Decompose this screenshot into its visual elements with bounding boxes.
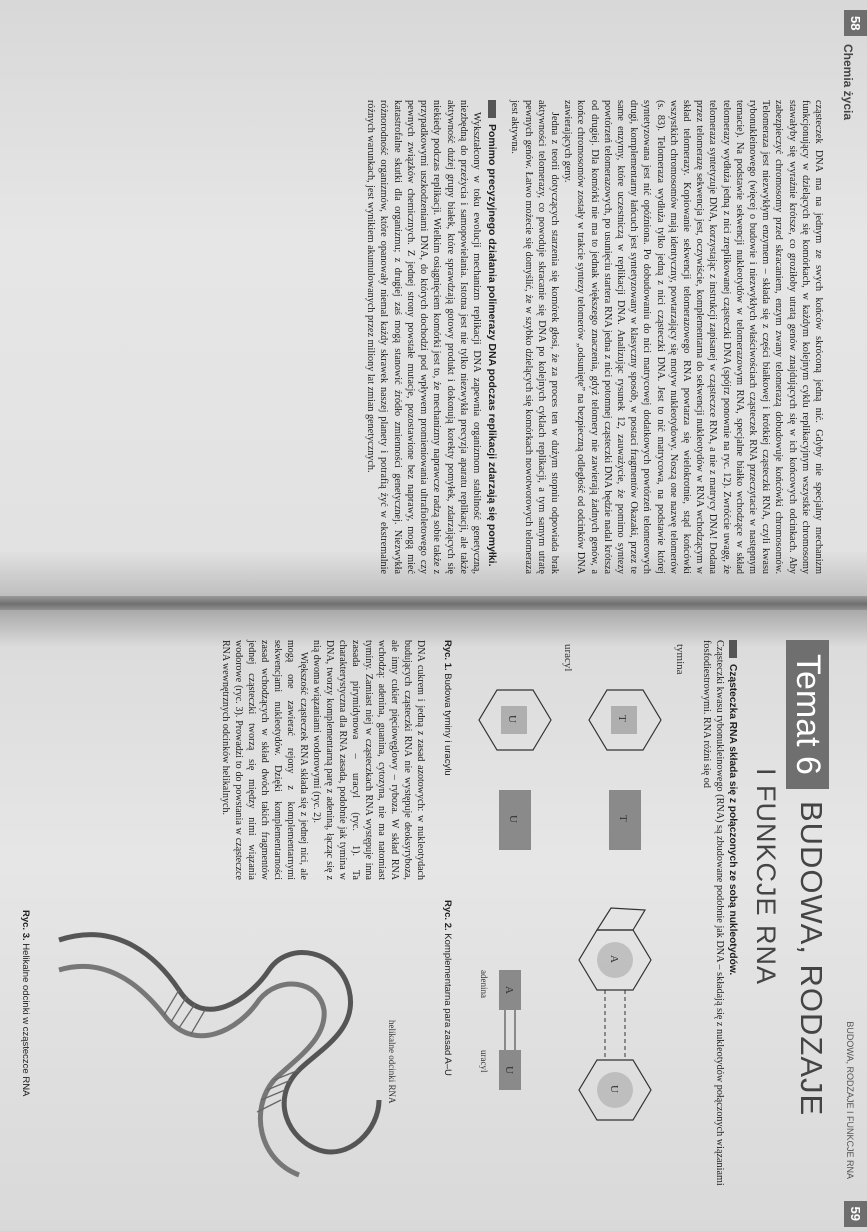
- helix-rungs: [164, 990, 299, 1112]
- figure1-caption: [442, 640, 453, 776]
- left-paragraph-2: Jedna z teorii dotyczących starzenia się komórek głosi, że za proces ten w dużym stopniu odpowiada brak aktywności telomerazy, co powoduje skracanie się DNA po kolejnych cyklach replikacji, a tym samym utratę pewnych genów. Łatwo możecie się domyślić, że w szybko dzielących się komórkach nowotworowych telomeraza jest aktywna.: [509, 100, 560, 574]
- thymine-ring: [589, 690, 661, 750]
- uracil-block: [499, 790, 531, 850]
- base-T-ring: T: [616, 715, 628, 722]
- right-paragraph-2: Większość cząsteczek RNA składa się z jednej nici, ale mogą one zawierać rejony z komplementarnymi sekwencjami nukleotydów. Dzięki komplementarności zasad wchodzących w skład dwóch takich fragmentów jednej cząsteczki tworzą się między nimi wiązania wodorowe (ryc. 3). Prowadzi to do powstania w cząsteczce RNA wewnętrznych odcinków helikalnych.: [220, 640, 309, 880]
- label-uracyl: uracyl: [562, 644, 574, 672]
- figure-au-pair: [461, 900, 691, 1190]
- lead-block: [699, 640, 739, 1200]
- base-U-block-pair: U: [503, 1066, 515, 1074]
- left-running-head: Chemia życia: [841, 44, 855, 121]
- heading-bar: [488, 100, 496, 118]
- figure1-caption-num: Ryc. 1.: [442, 640, 453, 671]
- left-page-number: 58: [844, 10, 867, 36]
- figure-thymine-uracil: [461, 640, 691, 880]
- thymine-block: [609, 790, 641, 850]
- heading-bar: [729, 640, 737, 658]
- figure2-caption: [442, 900, 453, 1076]
- figure2-caption-text: Komplementarna para zasad A–U: [442, 933, 453, 1076]
- figure1-caption-text: Budowa tyminy i uracylu: [442, 673, 453, 776]
- base-T-block: T: [617, 815, 629, 822]
- label-uracyl-pair: uracyl: [479, 1050, 489, 1073]
- right-page: [0, 610, 867, 1231]
- base-U-block: U: [507, 815, 519, 823]
- label-tymina: tymina: [674, 644, 686, 675]
- right-page-number: 59: [844, 1201, 867, 1227]
- label-helix: helikalne odcinki RNA: [387, 1020, 397, 1104]
- lead-text: Cząsteczki kwasu rybonukleinowego (RNA) są zbudowane podobnie jak DNA – składają się z nukleotydów połączonych wiązaniami fosfodiestrowymi. RNA różni się od: [700, 640, 725, 1186]
- chapter-number: Temat 6: [786, 640, 829, 789]
- left-body-text: [364, 100, 825, 574]
- figure3-caption-text: Helikalne odcinki w cząsteczce RNA: [20, 943, 31, 1097]
- uracil-ring-pair: [579, 1060, 651, 1120]
- figure3-caption: [20, 910, 31, 1096]
- section-heading: [485, 100, 498, 574]
- rna-strand: [59, 935, 379, 1175]
- left-paragraph-1: cząsteczek DNA ma na jednym ze swych końców skróconą jedną nić. Gdyby nie specjalny mechanizm funkcjonujący w dzielących się komórkach, w każdym kolejnym cyklu replikacyjnym wszystkie chromosomy stawałyby się wyraźnie krótsze, co groziłoby utratą genów znajdujących się w ich końcowych odcinkach. Aby zabezpieczyć chromosomy przed skracaniem, enzym zwany telomerazą dobudowuje końcówki chromosomów. Telomeraza jest niezwykłym enzymem – składa się z części białkowej i krótkiej cząsteczki RNA, czyli kwasu rybonukleinowego (więcej o budowie i niezwykłych właściwościach cząsteczek RNA przeczytacie w następnym temacie). Na podstawie sekwencji nukleotydów w telomerazowym RNA, specjalne białko wchodzące w skład telomerazy wydłuża jedną z nici zreplikowanej cząsteczki DNA (spójrz ponownie na ryc. 12). Zwróćcie uwagę, że telomeraza syntetyzuje DNA, korzystając z instrukcji zapisanej w cząsteczce RNA, a nie z matrycy DNA! Dodana przez telomerazę sekwencja jest, oczywiście, komplementarna do sekwencji nukleotydów w RNA wchodzącym w skład telomerazy. Kopiowanie sekwencji telomerazowego RNA powtarza się wielokrotnie, stąd końcówki wszystkich chromosomów mają identyczny, powtarzający się motyw nukleotydowy. Noszą one nazwę telomerów (s. 83). Telomeraza wydłuża tylko jedną z nici cząsteczki DNA. Jest to nić matrycowa, na podstawie której syntetyzowana jest nić opóźniona. Po dobudowaniu do nici matrycowej dodatkowych powtórzeń telomerowych drugi, komplementarny łańcuch jest syntetyzowany w klasyczny sposób, w postaci fragmentów Okazaki, przez te same enzymy, które uczestniczą w replikacji DNA. Analizując rysunek 12, zauważycie, że pomimo syntezy powtórzeń telomerazowych, po usunięciu startera RNA jedna z nici potomnej cząsteczki DNA będzie nadal krótsza od drugiej. Dla komórki nie ma to jednak większego znaczenia, gdyż telomery nie zawierają żadnych genów, a końce chromosomów zostały w trakcie syntezy telomerów „odsunięte” na bezpieczną odległość od odcinków DNA zawierających geny.: [562, 100, 824, 574]
- figure3-caption-num: Ryc. 3.: [20, 910, 31, 941]
- left-paragraph-3: Wykształcony w toku ewolucji mechanizm replikacji DNA zapewnia organizmom stabilność genetyczną, niezbędną do przeżycia i samopowielania. Istotna jest nie tylko niezwykła precyzja aparatu replikacji, ale także aktywność dużej grupy białek, które sprawdzają gotowy produkt i dokonują korekty pomyłek, zdarzających się niekiedy podczas replikacji. Wielkim osiągnięciem komórki jest to, że mechanizmy naprawcze radzą sobie także z przypadkowymi uszkodzeniami DNA, do których dochodzi pod wpływem promieniowania ultrafioletowego czy pewnych związków chemicznych. Z jednej strony powstałe mutacje, pozostawione bez naprawy, mogą mieć katastrofalne skutki dla organizmu; z drugiej zaś mogą stanowić źródło zmienności genetycznej. Niezwykła różnorodność organizmów, które opanowały niemal każdy skrawek naszej planety i potrafią żyć w ekstremalnie różnych warunkach, jest wynikiem akumulowanych przez miliony lat zmian genetycznych.: [365, 100, 482, 574]
- base-U-ring-pair: U: [608, 1085, 620, 1093]
- figure-rna-helix: [39, 900, 419, 1200]
- lead-heading: [726, 640, 739, 1200]
- right-running-head: BUDOWA, RODZAJE I FUNKCJE RNA: [845, 1021, 855, 1179]
- base-A-ring: A: [608, 955, 620, 963]
- chapter-title-line1: BUDOWA, RODZAJE: [794, 800, 829, 1117]
- right-body-text: [219, 640, 427, 880]
- base-U-ring: U: [506, 715, 518, 723]
- base-A-block: A: [503, 986, 515, 994]
- adenine-ring: [579, 908, 651, 990]
- chapter-title-line2: I FUNKCJE RNA: [751, 768, 781, 986]
- section-heading-text: Pomimo precyzyjnego działania polimerazy DNA podczas replikacji zdarzają się pomyłki.: [486, 124, 499, 567]
- label-adenina: adenina: [479, 970, 489, 998]
- lead-heading-text: Cząsteczka RNA składa się z połączonych ze sobą nukleotydów.: [727, 664, 738, 976]
- figure2-caption-num: Ryc. 2.: [442, 900, 453, 931]
- right-paragraph-1: DNA cukrem i jedną z zasad azotowych: w nukleotydach budujących cząsteczki RNA nie występuje deoksyryboza, ale inny cukier pięciowęglowy – ryboza. W skład RNA wchodzą: adenina, guanina, cytozyna, nie ma natomiast tyminy. Zamiast niej w cząsteczkach RNA występuje inna zasada pirymidynowa – uracyl (ryc. 1). Ta charakterystyczna dla RNA zasada, podobnie jak tymina w DNA, tworzy komplementarną parę z adeniną, łącząc się z nią dwoma wiązaniami wodorowymi (ryc. 2).: [311, 640, 426, 880]
- au-block-pair: [479, 970, 521, 1090]
- chapter-header: [751, 640, 829, 1200]
- left-page: [0, 0, 867, 598]
- uracil-ring: [479, 690, 551, 750]
